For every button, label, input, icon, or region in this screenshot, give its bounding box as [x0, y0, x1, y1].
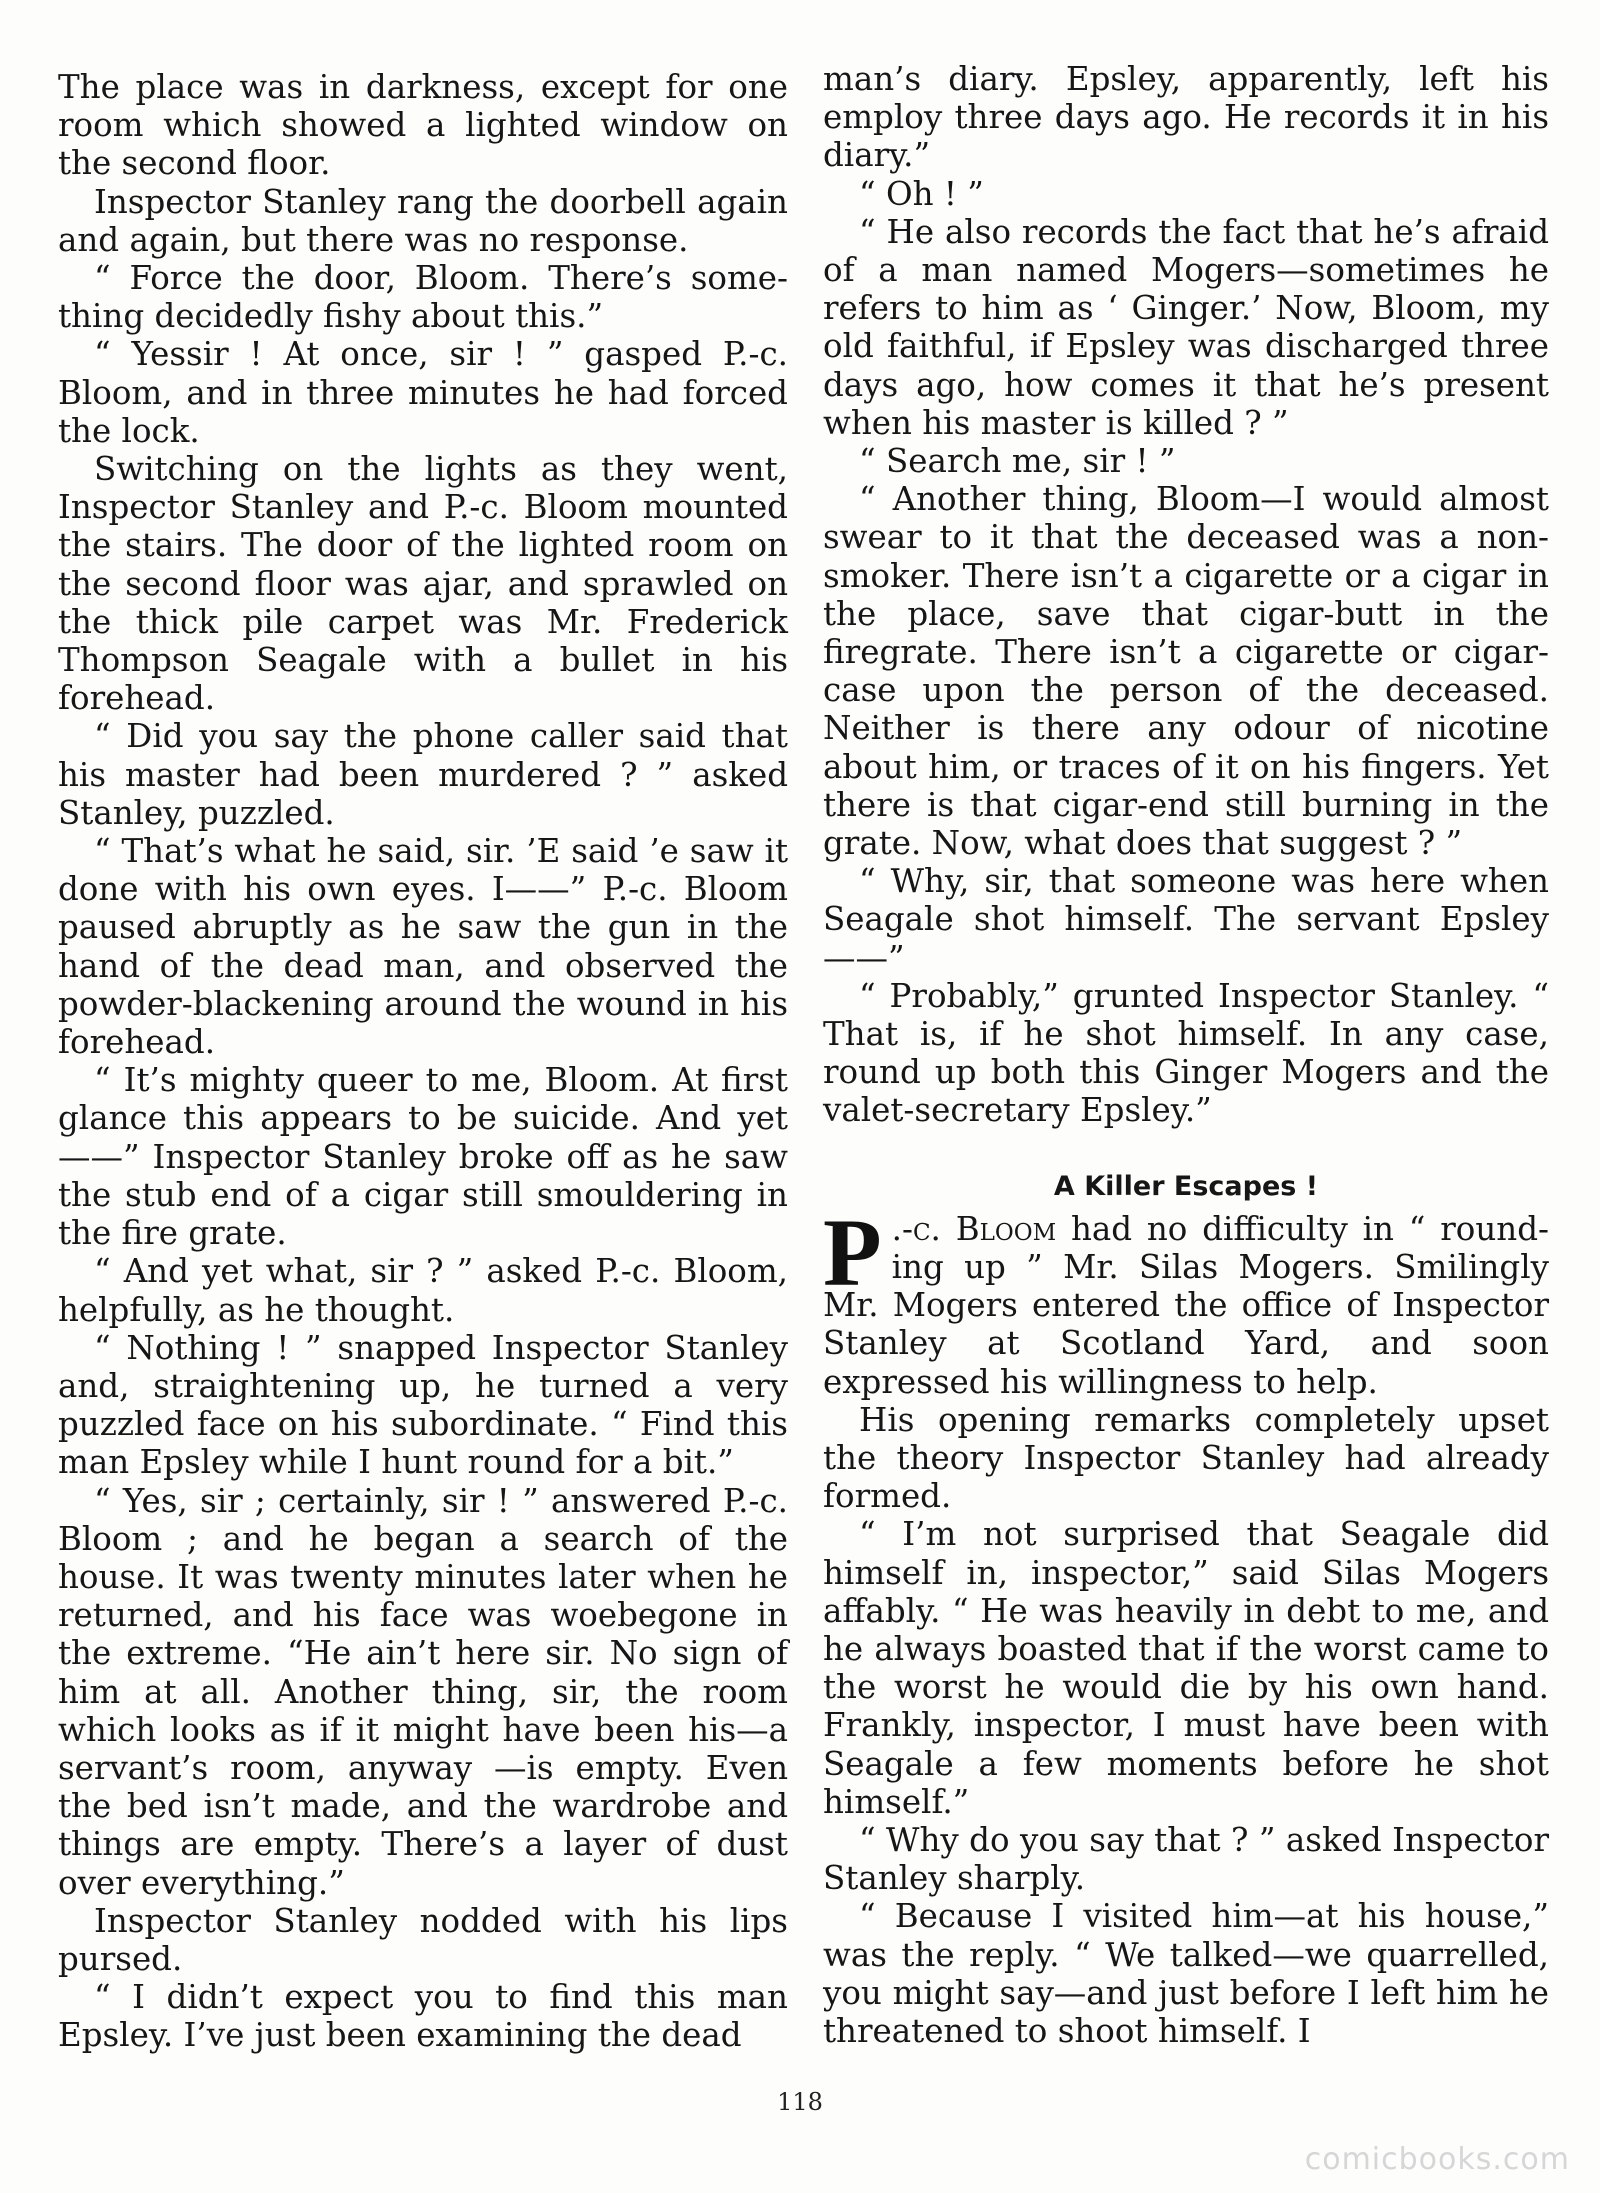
- watermark: comicbooks.com: [1304, 2142, 1570, 2177]
- paragraph: “ That’s what he said, sir. ’E said ’e saw it done with his own eyes. I——” P.-c. Bloom paused abruptly as he saw the gun in the hand of the dead man, and observed the powder-blackening around the wound in his forehead.: [58, 832, 788, 1062]
- paragraph: “ It’s mighty queer to me, Bloom. At first glance this appears to be suicide. And yet——” Inspector Stanley broke off as he saw the stub end of a cigar still smouldering in the fire grate.: [58, 1061, 788, 1253]
- section-heading: A Killer Escapes !: [1053, 1170, 1319, 1202]
- paragraph: “ Yes, sir ; certainly, sir ! ” answered P.-c. Bloom ; and he began a search of the house. It was twenty minutes later when he returned, and his face was woebegone in the extreme. “He ain’t here sir. No sign of him at all. Another thing, sir, the room which looks as if it might have been his—a servant’s room, anyway —is empty. Even the bed isn’t made, and the wardrobe and things are empty. There’s a layer of dust over everything.”: [58, 1481, 788, 1902]
- paragraph: “ Yessir ! At once, sir ! ” gasped P.-c. Bloom, and in three minutes he had forced the lock.: [58, 335, 788, 450]
- small-caps-name: .-c. Bloom: [891, 1209, 1057, 1248]
- page-number: 118: [777, 2088, 823, 2116]
- paragraph: His opening remarks completely upset the theory Inspector Stanley had already formed.: [823, 1400, 1549, 1516]
- drop-cap-letter: P: [823, 1198, 882, 1306]
- paragraph: “ Oh ! ”: [859, 174, 984, 213]
- paragraph: “ Because I visited him—at his house,” was the reply. “ We talked—we quarrelled, you might say—and just before I left him he threatened to shoot himself. I: [823, 1897, 1549, 2050]
- paragraph: Inspector Stanley nodded with his lips pursed.: [58, 1901, 788, 1978]
- paragraph: “ I’m not surprised that Seagale did himself in, inspector,” said Silas Mogers affably. “ He was heavily in debt to me, and he always boasted that if the worst came to the worst he would die by his own hand. Frankly, inspector, I must have been with Seagale a few moments before he shot himself.”: [823, 1515, 1549, 1821]
- paragraph-text: had no difficulty in “ rounding up ” Mr. Silas Mogers. Smilingly Mr. Mogers entered the office of Inspector Stanley at Scotland Yard, and soon expressed his willingness to help.: [823, 1209, 1549, 1401]
- paragraph: “ Why, sir, that someone was here when Seagale shot himself. The servant Epsley——”: [823, 862, 1549, 977]
- paragraph: “ Force the door, Bloom. There’s something decidedly fishy about this.”: [58, 259, 788, 336]
- paragraph: “ He also records the fact that he’s afraid of a man named Mogers—sometimes he refers to him as ‘ Ginger.’ Now, Bloom, my old faithful, if Epsley was discharged three days ago, how comes it that he’s present when his master is killed ? ”: [823, 212, 1549, 442]
- dropcap-paragraph: [823, 1198, 1549, 1401]
- paragraph: “ Why do you say that ? ” asked Inspector Stanley sharply.: [823, 1820, 1549, 1898]
- left-text-column: [58, 68, 788, 2055]
- paragraph: “ Nothing ! ” snapped Inspector Stanley and, straightening up, he turned a very puzzled face on his subordinate. “ Find this man Epsley while I hunt round for a bit.”: [58, 1328, 788, 1482]
- paragraph: “ Probably,” grunted Inspector Stanley. “ That is, if he shot himself. In any case, round up both this Ginger Mogers and the valet-secretary Epsley.”: [823, 976, 1549, 1130]
- right-text-column: [823, 60, 1549, 2050]
- paragraph: The place was in darkness, except for one room which showed a lighted window on the second floor.: [58, 68, 788, 183]
- paragraph: “ I didn’t expect you to find this man Epsley. I’ve just been examining the dead: [58, 1978, 788, 2055]
- paragraph: Inspector Stanley rang the doorbell again and again, but there was no response.: [58, 182, 788, 259]
- paragraph: Switching on the lights as they went, Inspector Stanley and P.-c. Bloom mounted the stairs. The door of the lighted room on the second floor was ajar, and sprawled on the thick pile carpet was Mr. Frederick Thompson Seagale with a bullet in his forehead.: [58, 450, 788, 718]
- paragraph: “ Search me, sir ! ”: [859, 442, 1176, 481]
- paragraph: “ And yet what, sir ? ” asked P.-c. Bloom, helpfully, as he thought.: [58, 1252, 788, 1329]
- paragraph: man’s diary. Epsley, apparently, left his employ three days ago. He records it in his diary.”: [823, 60, 1549, 175]
- paragraph: “ Did you say the phone caller said that his master had been murdered ? ” asked Stanley, puzzled.: [58, 717, 788, 832]
- paragraph: “ Another thing, Bloom—I would almost swear to it that the deceased was a nonsmoker. There isn’t a cigarette or a cigar in the place, save that cigar-butt in the firegrate. There isn’t a cigarette or cigarcase upon the person of the deceased. Neither is there any odour of nicotine about him, or traces of it on his fingers. Yet there is that cigar-end still burning in the grate. Now, what does that suggest ? ”: [823, 480, 1549, 863]
